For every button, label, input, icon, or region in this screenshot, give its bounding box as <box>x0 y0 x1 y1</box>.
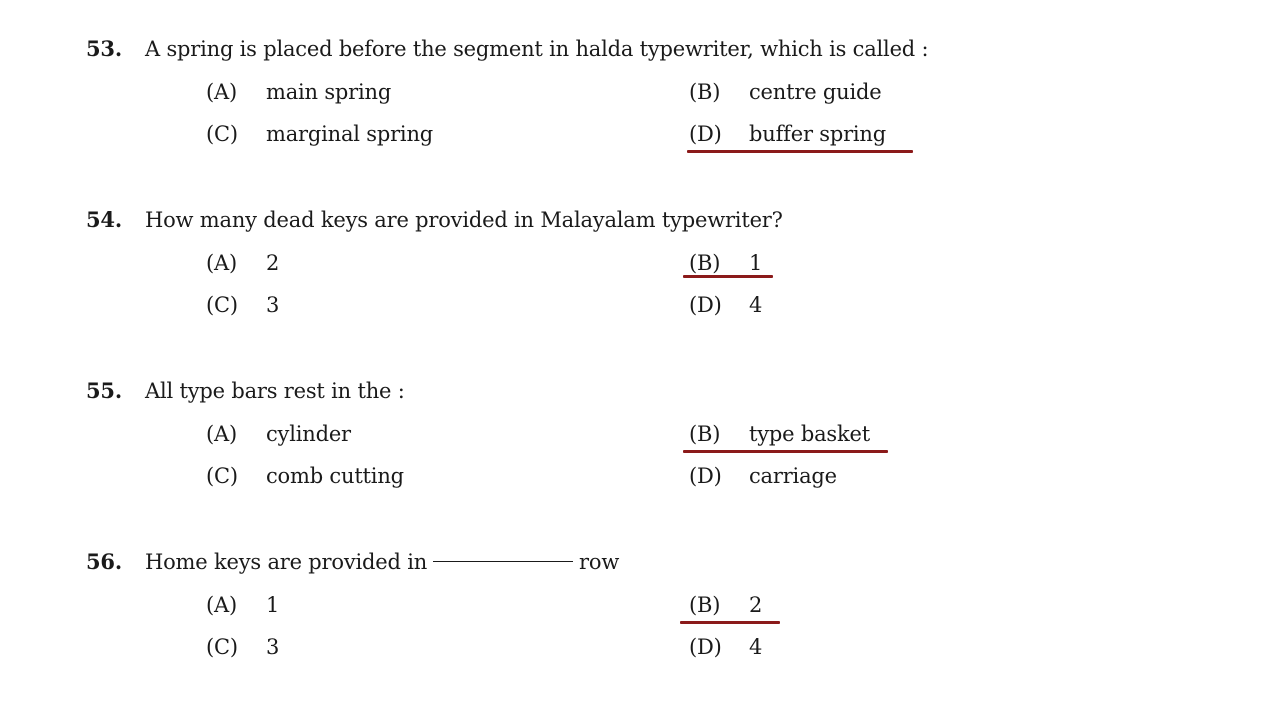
option-d <box>689 293 762 317</box>
option-b <box>689 251 762 275</box>
option-text: buffer spring <box>749 122 886 146</box>
option-letter: (B) <box>689 422 721 446</box>
option-text: 4 <box>749 293 763 317</box>
option-c <box>206 293 279 317</box>
question-text: All type bars rest in the : <box>145 379 405 403</box>
option-letter: (B) <box>689 251 721 275</box>
fill-in-blank <box>433 561 573 562</box>
question-text-suffix: row <box>579 550 620 574</box>
option-text: 2 <box>266 251 280 275</box>
question-number: 53. <box>86 36 122 61</box>
option-text: marginal spring <box>266 122 434 146</box>
option-letter: (A) <box>206 593 237 617</box>
option-c <box>206 464 404 488</box>
option-d <box>689 635 762 659</box>
question-line <box>86 549 619 574</box>
option-d <box>689 122 886 146</box>
option-a <box>206 593 279 617</box>
question-number: 55. <box>86 378 122 403</box>
option-text: centre guide <box>749 80 882 104</box>
option-letter: (A) <box>206 251 237 275</box>
option-text: 3 <box>266 293 280 317</box>
option-b <box>689 422 870 446</box>
option-a <box>206 80 391 104</box>
option-letter: (D) <box>689 293 722 317</box>
option-text: comb cutting <box>266 464 404 488</box>
question-number: 54. <box>86 207 122 232</box>
option-letter: (B) <box>689 80 721 104</box>
question-number: 56. <box>86 549 122 574</box>
option-letter: (D) <box>689 464 722 488</box>
option-a <box>206 422 351 446</box>
question-text: Home keys are provided in <box>145 550 428 574</box>
option-letter: (C) <box>206 464 238 488</box>
option-c <box>206 122 433 146</box>
option-letter: (C) <box>206 122 238 146</box>
question-line <box>86 207 783 232</box>
option-text: 4 <box>749 635 763 659</box>
option-letter: (D) <box>689 635 722 659</box>
option-c <box>206 635 279 659</box>
option-letter: (C) <box>206 635 238 659</box>
option-letter: (C) <box>206 293 238 317</box>
question-line <box>86 378 405 403</box>
answer-underline <box>680 621 780 624</box>
option-text: 1 <box>266 593 280 617</box>
option-text: 2 <box>749 593 763 617</box>
option-text: 1 <box>749 251 763 275</box>
option-letter: (A) <box>206 80 237 104</box>
option-a <box>206 251 279 275</box>
option-text: main spring <box>266 80 392 104</box>
option-b <box>689 593 762 617</box>
option-text: 3 <box>266 635 280 659</box>
answer-underline <box>687 150 913 153</box>
option-text: cylinder <box>266 422 351 446</box>
option-letter: (B) <box>689 593 721 617</box>
option-text: carriage <box>749 464 837 488</box>
question-text: A spring is placed before the segment in halda typewriter, which is called : <box>145 37 929 61</box>
option-d <box>689 464 837 488</box>
answer-underline <box>683 450 888 453</box>
question-text: How many dead keys are provided in Malayalam typewriter? <box>145 208 783 232</box>
answer-underline <box>683 275 773 278</box>
option-b <box>689 80 881 104</box>
option-letter: (A) <box>206 422 237 446</box>
option-text: type basket <box>749 422 870 446</box>
option-letter: (D) <box>689 122 722 146</box>
question-line <box>86 36 928 61</box>
